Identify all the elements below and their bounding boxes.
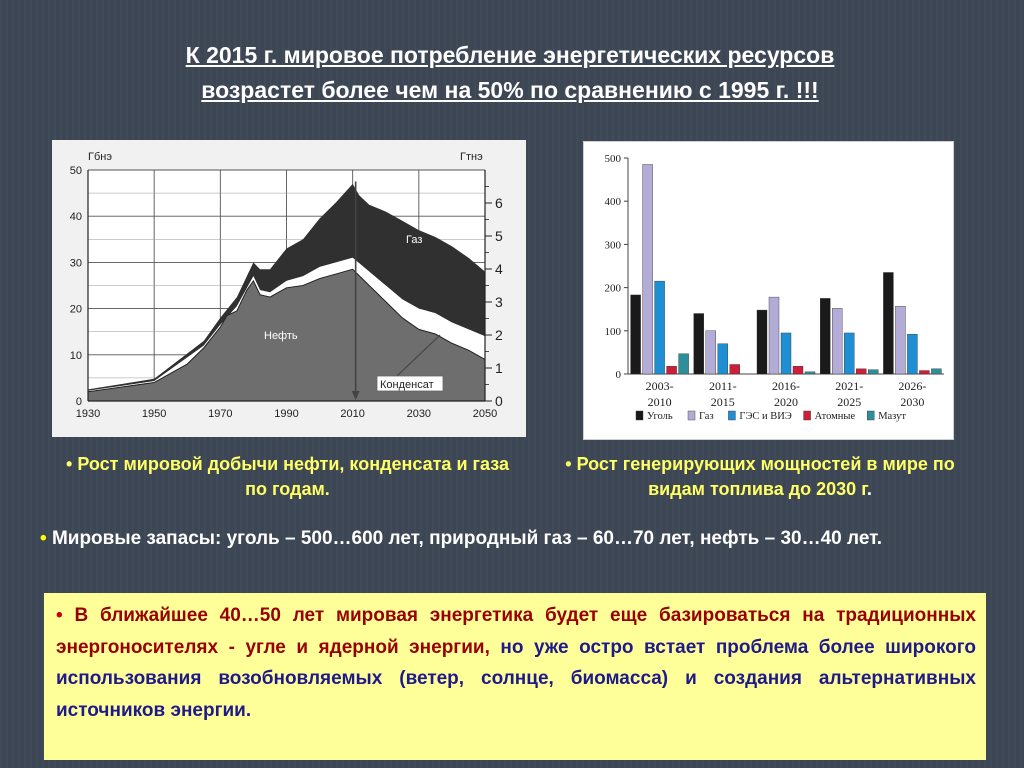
x-tick-label: 2015 bbox=[710, 395, 735, 409]
bar bbox=[718, 344, 728, 374]
x-tick-label: 2020 bbox=[774, 395, 798, 409]
legend-swatch bbox=[728, 411, 735, 420]
production-chart-caption: • Рост мировой добычи нефти, конденсата и газа по годам. bbox=[66, 454, 509, 499]
bar bbox=[757, 310, 767, 374]
bar bbox=[679, 354, 689, 374]
bar bbox=[856, 369, 866, 374]
slide-title-line-1: К 2015 г. мировое потребление энергетических ресурсов bbox=[185, 42, 835, 68]
bar bbox=[868, 370, 878, 374]
legend-swatch bbox=[688, 411, 695, 420]
capacity-caption-bullet: • bbox=[565, 454, 572, 474]
conclusion-box bbox=[44, 593, 986, 760]
y-tick-label: 400 bbox=[604, 196, 621, 209]
bar bbox=[919, 371, 929, 374]
x-tick-label: 2011- bbox=[709, 379, 737, 393]
bar bbox=[643, 164, 653, 374]
y-right-tick-label: 6 bbox=[495, 195, 503, 211]
reserves-text: Мировые запасы: уголь – 500…600 лет, природный газ – 60…70 лет, нефть – 30…40 лет. bbox=[51, 528, 883, 549]
oil-annotation: Нефть bbox=[264, 330, 298, 342]
x-tick-label: 2030 bbox=[406, 408, 432, 420]
y-tick-label: 300 bbox=[604, 239, 621, 252]
left-axis-label: Гбнэ bbox=[88, 151, 112, 163]
world-reserves-text bbox=[40, 524, 980, 554]
x-tick-label: 2025 bbox=[837, 395, 862, 409]
y-left-tick-label: 0 bbox=[75, 396, 82, 408]
x-tick-label: 1930 bbox=[75, 408, 101, 420]
bar bbox=[820, 298, 830, 374]
y-tick-label: 0 bbox=[615, 369, 621, 381]
capacity-caption-text: Рост генерирующих мощностей в мире по видам топлива до 2030 г bbox=[576, 454, 955, 499]
y-right-tick-label: 1 bbox=[495, 360, 503, 376]
legend-swatch bbox=[804, 411, 811, 420]
production-chart bbox=[52, 140, 526, 437]
bar bbox=[694, 314, 704, 374]
legend-swatch bbox=[867, 411, 874, 420]
y-left-tick-label: 20 bbox=[69, 303, 82, 316]
capacity-caption-dot: . bbox=[866, 479, 872, 499]
conclusion-bullet: • bbox=[56, 605, 63, 626]
conclusion-blue-text: но уже остро встает проблема более широкого использования возобновляемых (ветер, солнце, биомасса) и создания альтернативных источников энергии. bbox=[56, 636, 977, 721]
x-tick-label: 2021- bbox=[835, 379, 864, 393]
bar bbox=[895, 306, 905, 374]
y-tick-label: 100 bbox=[604, 325, 621, 338]
x-tick-label: 1950 bbox=[141, 408, 167, 420]
x-tick-label: 2010 bbox=[340, 408, 365, 420]
legend-label: Мазут bbox=[878, 411, 906, 422]
y-tick-label: 500 bbox=[604, 153, 621, 165]
legend-label: Уголь bbox=[647, 411, 673, 422]
bar bbox=[844, 333, 854, 374]
bar bbox=[781, 333, 791, 374]
x-tick-label: 1990 bbox=[274, 408, 299, 420]
x-tick-label: 2026- bbox=[898, 379, 927, 393]
bar bbox=[832, 308, 842, 374]
bar bbox=[667, 366, 677, 374]
bar bbox=[805, 372, 815, 374]
legend-label: Газ bbox=[699, 411, 714, 422]
y-right-tick-label: 5 bbox=[495, 228, 503, 244]
y-tick-label: 200 bbox=[604, 282, 621, 295]
legend-label: ГЭС и ВИЭ bbox=[739, 411, 792, 422]
legend-label: Атомные bbox=[814, 411, 856, 422]
reserves-bullet: • bbox=[40, 528, 47, 549]
y-right-tick-label: 4 bbox=[495, 261, 503, 277]
slide-title bbox=[60, 38, 960, 108]
slide-title-line-2: возрастет более чем на 50% по сравнению с 1995 г. !!! bbox=[201, 77, 819, 103]
capacity-chart-bars bbox=[631, 164, 942, 374]
x-tick-label: 2003- bbox=[645, 379, 674, 393]
y-right-tick-label: 3 bbox=[495, 294, 503, 310]
capacity-chart-x-labels bbox=[646, 379, 927, 409]
capacity-chart-legend bbox=[636, 411, 906, 422]
y-right-tick-label: 0 bbox=[495, 393, 503, 409]
bar bbox=[907, 334, 917, 374]
x-tick-label: 2016- bbox=[772, 379, 800, 393]
bar bbox=[655, 281, 665, 374]
capacity-chart bbox=[583, 141, 954, 440]
x-tick-label: 2050 bbox=[472, 408, 498, 420]
gas-annotation: Газ bbox=[406, 234, 423, 246]
right-axis-label: Гтнэ bbox=[460, 151, 483, 163]
y-right-tick-label: 2 bbox=[495, 327, 503, 343]
capacity-bar-chart bbox=[584, 142, 953, 439]
condensate-annotation: Конденсат bbox=[380, 379, 434, 391]
y-left-tick-label: 50 bbox=[69, 165, 82, 177]
bar bbox=[730, 364, 740, 374]
y-left-tick-label: 40 bbox=[69, 211, 82, 224]
y-left-tick-label: 10 bbox=[69, 349, 82, 362]
capacity-chart-caption bbox=[540, 452, 980, 502]
production-area-chart bbox=[52, 140, 526, 437]
bar bbox=[793, 366, 803, 374]
x-tick-label: 1970 bbox=[208, 408, 233, 420]
bar bbox=[931, 369, 941, 374]
bar bbox=[631, 295, 641, 374]
conclusion-red-text: В ближайшее 40…50 лет мировая энергетика будет еще базироваться на традиционных энергоносителях - угле и ядерной энергии, bbox=[56, 605, 977, 658]
y-left-tick-label: 30 bbox=[69, 257, 82, 270]
x-tick-label: 2030 bbox=[900, 395, 925, 409]
bar bbox=[706, 331, 716, 374]
x-tick-label: 2010 bbox=[647, 395, 672, 409]
bar bbox=[769, 297, 779, 374]
bar bbox=[883, 272, 893, 374]
legend-swatch bbox=[636, 411, 643, 420]
